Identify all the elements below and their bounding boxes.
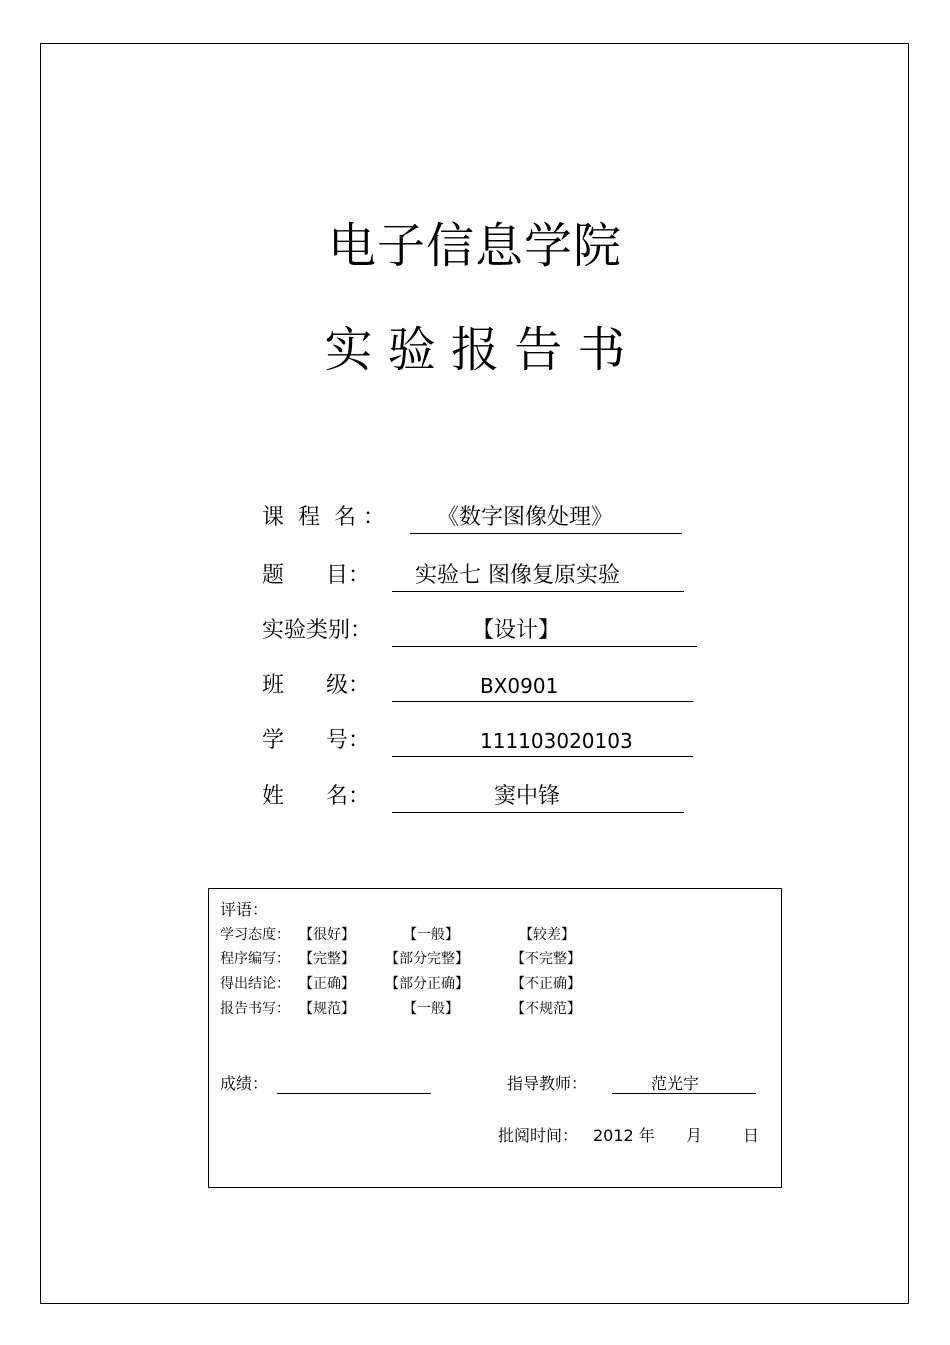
eval-option: 【一般】 (403, 927, 459, 943)
eval-option: 【正确】 (299, 976, 355, 992)
report-title: 实 验 报 告 书 (324, 322, 626, 378)
eval-option: 【很好】 (299, 927, 355, 943)
month-label: 月 (686, 1126, 703, 1145)
name-label: 姓 名： (262, 784, 370, 809)
eval-option: 【一般】 (403, 1001, 459, 1017)
student-id-value: 111103020103 (480, 729, 633, 753)
review-year: 2012 年 (593, 1126, 655, 1145)
eval-row-label: 学习态度： (220, 927, 290, 943)
category-label: 实验类别： (262, 618, 373, 643)
eval-option: 【不规范】 (511, 1001, 581, 1017)
eval-option: 【不正确】 (511, 976, 581, 992)
review-label: 批阅时间： (498, 1126, 579, 1145)
eval-row-label: 程序编写： (220, 951, 290, 967)
eval-option: 【不完整】 (511, 951, 581, 967)
eval-option: 【较差】 (519, 927, 575, 943)
course-value: 《数字图像处理》 (437, 505, 614, 530)
teacher-name: 范光宇 (651, 1074, 700, 1093)
comment-label: 评语： (220, 900, 269, 919)
eval-row-label: 报告书写： (220, 1001, 290, 1017)
student-id-label: 学 号： (262, 728, 370, 753)
class-label: 班 级： (262, 673, 370, 698)
category-value: 【设计】 (472, 618, 561, 643)
topic-value: 实验七 图像复原实验 (415, 563, 620, 588)
evaluation-box (208, 888, 782, 1188)
day-label: 日 (743, 1126, 760, 1145)
eval-option: 【规范】 (299, 1001, 355, 1017)
course-label: 课 程 名 ： (262, 505, 385, 530)
teacher-label: 指导教师： (507, 1074, 588, 1093)
name-value: 窦中锋 (494, 784, 561, 809)
eval-option: 【部分正确】 (385, 976, 469, 992)
topic-label: 题 目： (262, 563, 370, 588)
eval-row-label: 得出结论： (220, 976, 290, 992)
eval-option: 【部分完整】 (385, 951, 469, 967)
class-value: BX0901 (480, 674, 559, 698)
school-title: 电子信息学院 (327, 218, 622, 274)
grade-underline (277, 1073, 431, 1094)
grade-label: 成绩： (220, 1074, 269, 1093)
eval-option: 【完整】 (299, 951, 355, 967)
